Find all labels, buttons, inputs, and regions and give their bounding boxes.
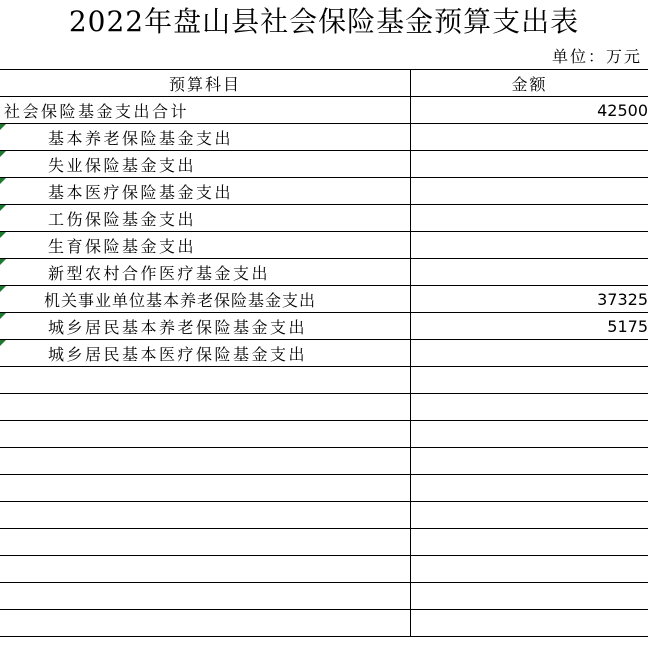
table-row[interactable]	[0, 205, 648, 232]
header-budget-item: 预算科目	[0, 70, 411, 97]
empty-cell[interactable]	[0, 610, 411, 637]
table-row[interactable]	[0, 259, 648, 286]
empty-cell[interactable]	[411, 394, 648, 421]
cell-marker-icon	[0, 178, 6, 184]
empty-cell[interactable]	[0, 475, 411, 502]
empty-cell[interactable]	[411, 502, 648, 529]
empty-cell[interactable]	[411, 529, 648, 556]
table-row[interactable]	[0, 151, 648, 178]
empty-cell[interactable]	[411, 367, 648, 394]
row-name[interactable]	[0, 259, 411, 286]
row-amount[interactable]	[411, 232, 648, 259]
row-name[interactable]	[0, 340, 411, 367]
row-name-text: 城乡居民基本医疗保险基金支出	[48, 344, 308, 364]
empty-row[interactable]	[0, 367, 648, 394]
row-name[interactable]: 社会保险基金支出合计	[0, 97, 411, 124]
empty-row[interactable]	[0, 556, 648, 583]
empty-cell[interactable]	[411, 421, 648, 448]
cell-marker-icon	[0, 286, 6, 292]
cell-marker-icon	[0, 232, 6, 238]
empty-row[interactable]	[0, 610, 648, 637]
table-row[interactable]	[0, 313, 648, 340]
empty-row[interactable]	[0, 475, 648, 502]
empty-row[interactable]	[0, 529, 648, 556]
table-row[interactable]	[0, 232, 648, 259]
row-amount[interactable]	[411, 205, 648, 232]
empty-cell[interactable]	[411, 556, 648, 583]
row-name-text: 机关事业单位基本养老保险基金支出	[44, 290, 317, 310]
empty-row[interactable]	[0, 583, 648, 610]
cell-marker-icon	[0, 340, 6, 346]
empty-cell[interactable]	[0, 502, 411, 529]
empty-cell[interactable]	[411, 448, 648, 475]
empty-cell[interactable]	[0, 394, 411, 421]
table-row[interactable]	[0, 340, 648, 367]
unit-label: 单位：万元	[551, 47, 642, 66]
page-title: 2022年盘山县社会保险基金预算支出表	[68, 5, 580, 38]
row-name[interactable]	[0, 151, 411, 178]
table-row[interactable]	[0, 178, 648, 205]
row-amount[interactable]	[411, 340, 648, 367]
header-amount: 金额	[411, 70, 648, 97]
cell-marker-icon	[0, 205, 6, 211]
row-name[interactable]	[0, 286, 411, 313]
empty-cell[interactable]	[411, 583, 648, 610]
empty-cell[interactable]	[411, 475, 648, 502]
empty-row[interactable]	[0, 421, 648, 448]
empty-cell[interactable]	[411, 610, 648, 637]
empty-cell[interactable]	[0, 556, 411, 583]
row-name-text: 新型农村合作医疗基金支出	[48, 263, 271, 283]
table-row[interactable]	[0, 97, 648, 124]
row-name-text: 基本养老保险基金支出	[48, 128, 234, 148]
empty-cell[interactable]	[0, 529, 411, 556]
row-amount[interactable]	[411, 178, 648, 205]
table-header-row	[0, 70, 648, 97]
empty-cell[interactable]	[0, 421, 411, 448]
table-row[interactable]	[0, 124, 648, 151]
row-amount[interactable]	[411, 124, 648, 151]
row-amount[interactable]: 5175	[411, 313, 648, 340]
row-name-text: 失业保险基金支出	[48, 155, 197, 175]
row-name[interactable]	[0, 313, 411, 340]
empty-row[interactable]	[0, 394, 648, 421]
empty-row[interactable]	[0, 448, 648, 475]
budget-table	[0, 69, 648, 637]
row-name[interactable]	[0, 124, 411, 151]
row-amount[interactable]: 37325	[411, 286, 648, 313]
row-amount[interactable]: 42500	[411, 97, 648, 124]
row-name[interactable]	[0, 232, 411, 259]
row-name-text: 工伤保险基金支出	[48, 209, 197, 229]
cell-marker-icon	[0, 151, 6, 157]
row-amount[interactable]	[411, 259, 648, 286]
row-amount[interactable]	[411, 151, 648, 178]
empty-row[interactable]	[0, 502, 648, 529]
cell-marker-icon	[0, 259, 6, 265]
cell-marker-icon	[0, 313, 6, 319]
row-name[interactable]	[0, 205, 411, 232]
empty-cell[interactable]	[0, 367, 411, 394]
row-name-text: 生育保险基金支出	[48, 236, 197, 256]
row-name-text: 基本医疗保险基金支出	[48, 182, 234, 202]
row-name-text: 城乡居民基本养老保险基金支出	[48, 317, 308, 337]
row-name[interactable]	[0, 178, 411, 205]
empty-cell[interactable]	[0, 448, 411, 475]
table-row[interactable]	[0, 286, 648, 313]
empty-cell[interactable]	[0, 583, 411, 610]
cell-marker-icon	[0, 124, 6, 130]
